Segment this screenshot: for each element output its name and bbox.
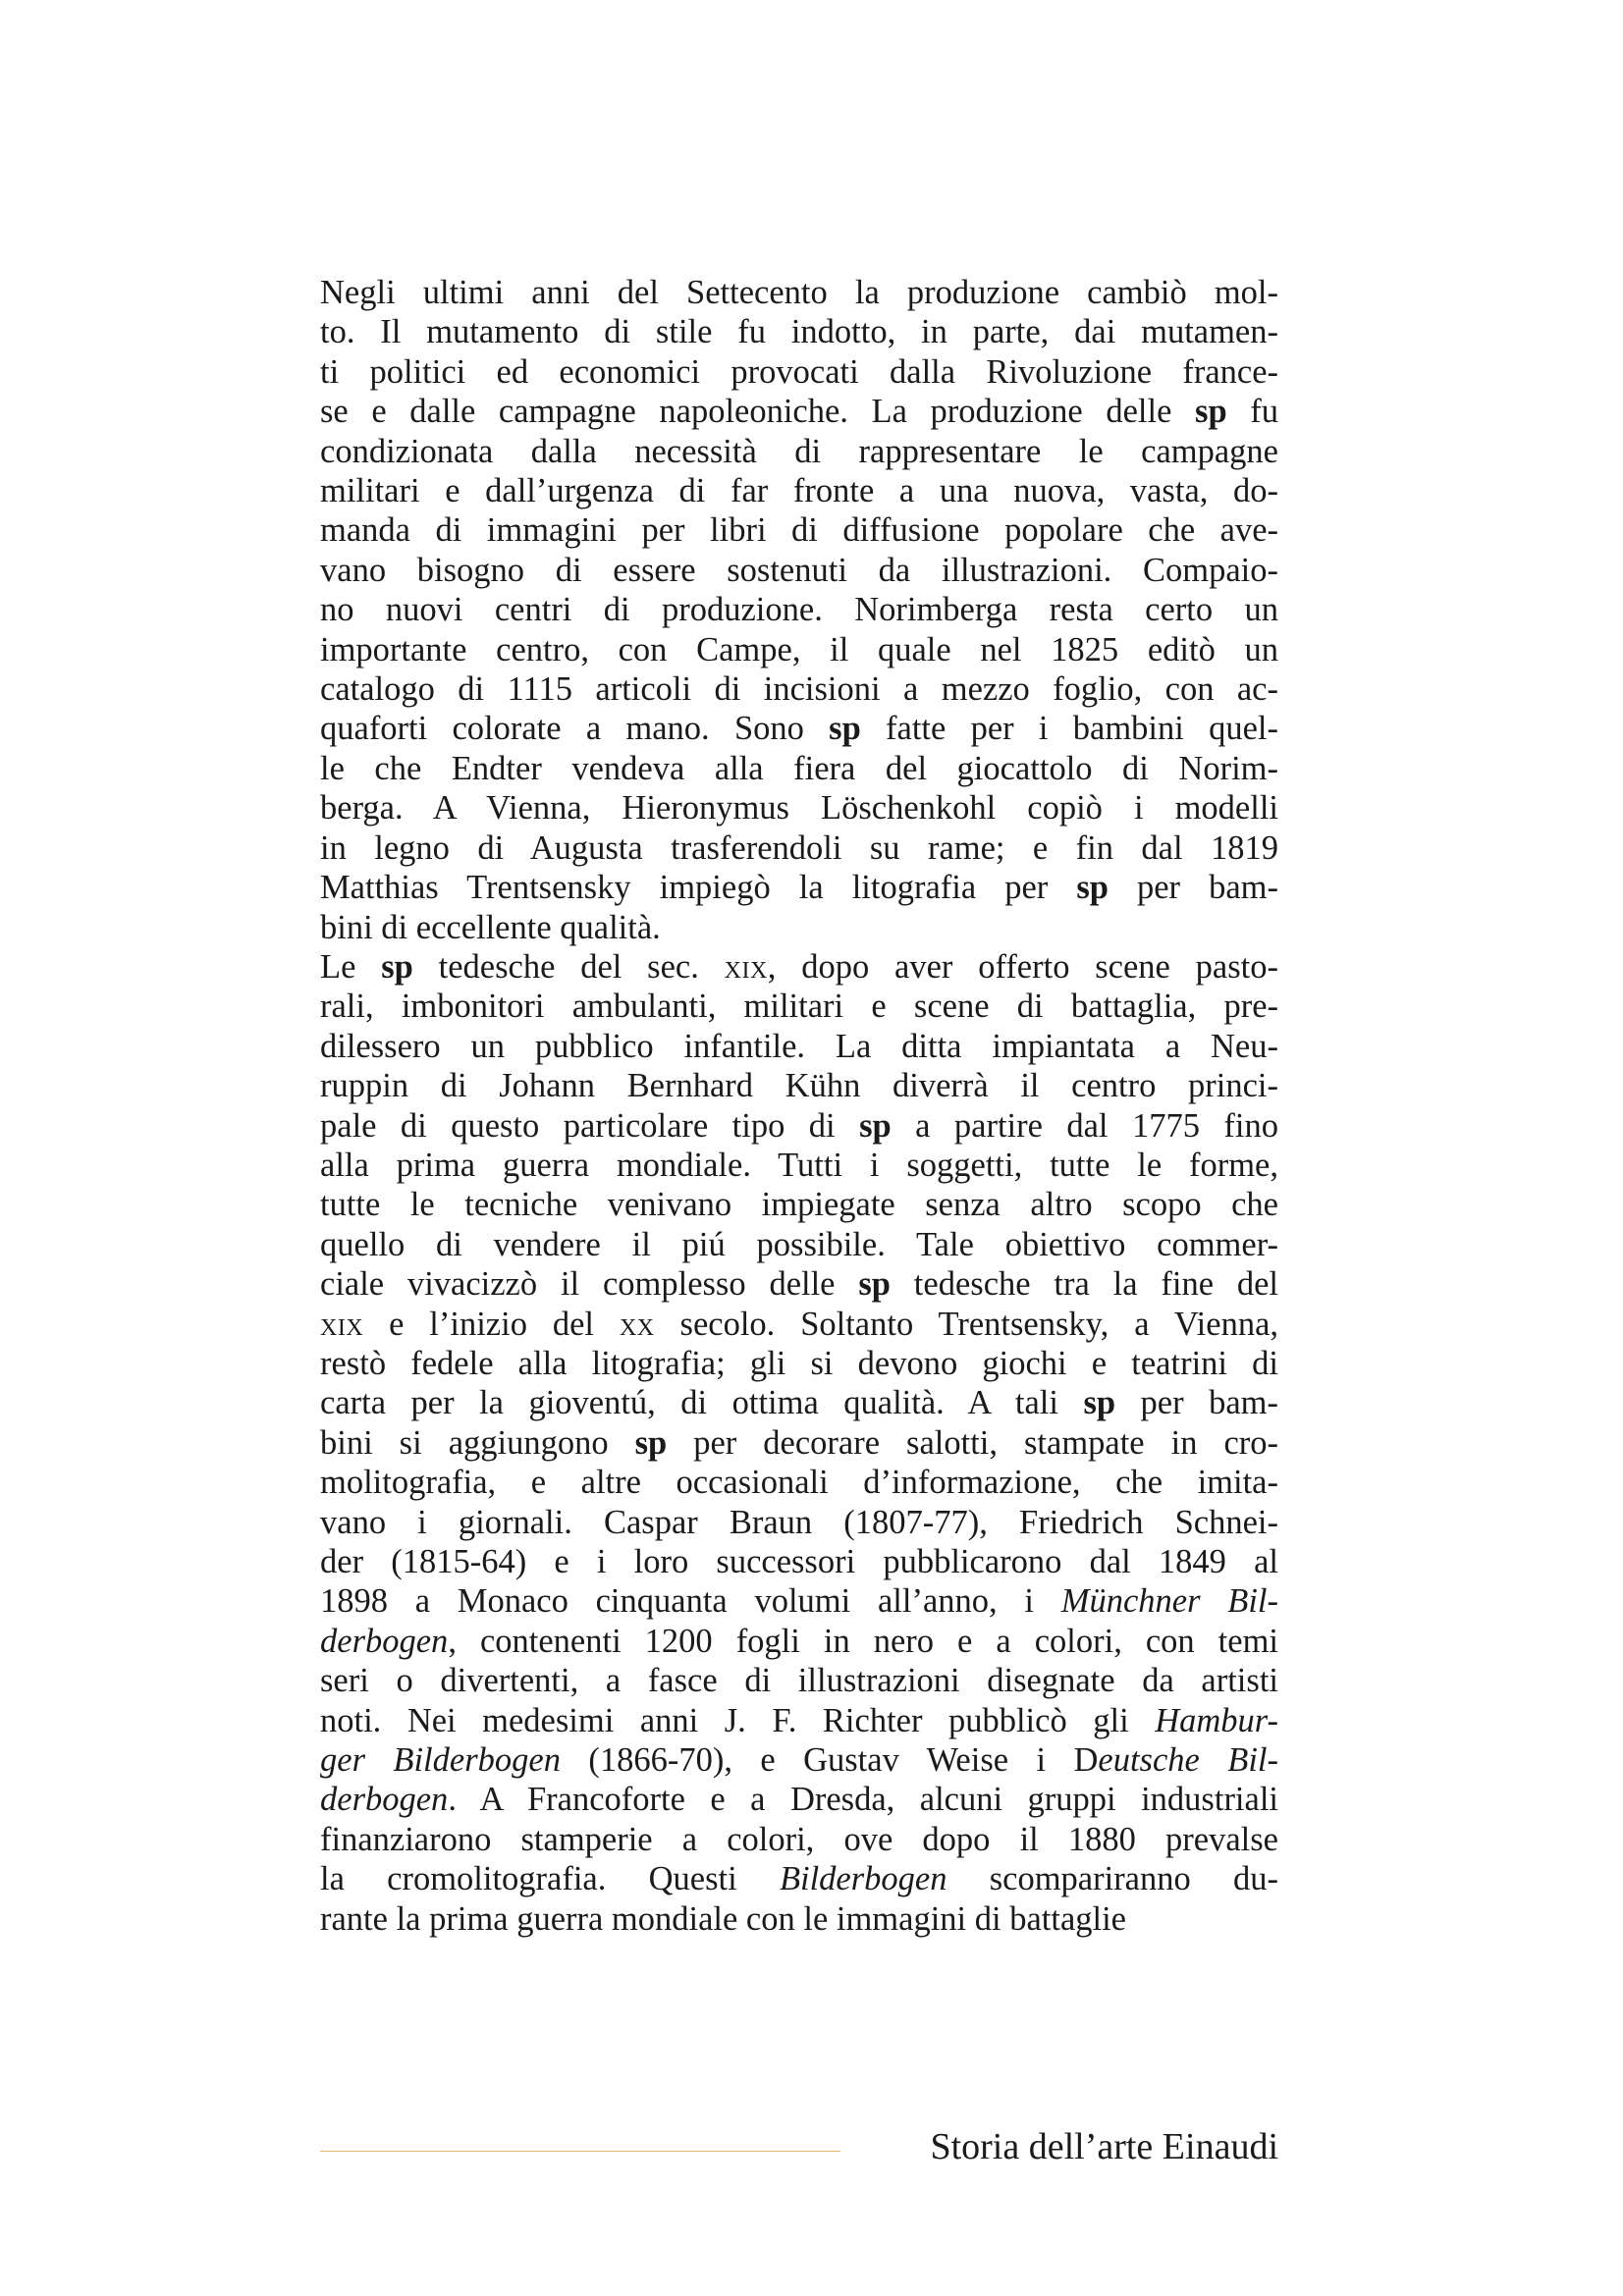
text-line: seri o divertenti, a fasce di illustrazioni disegnate da artisti xyxy=(320,1662,1278,1700)
text-line: ger Bilderbogen (1866-70), e Gustav Weise i Deutsche Bil- xyxy=(320,1741,1278,1780)
italic-title: Münchner Bil- xyxy=(1060,1582,1278,1621)
text-line: quello di vendere il piú possibile. Tale obiettivo commer- xyxy=(320,1225,1278,1263)
text-line: in legno di Augusta trasferendoli su rame; e fin dal 1819 xyxy=(320,828,1278,867)
italic-title: derbogen xyxy=(320,1781,449,1819)
text-line: Negli ultimi anni del Settecento la produzione cambiò mol- xyxy=(320,274,1278,311)
italic-title: Hambur- xyxy=(1155,1701,1278,1739)
text-line: tutte le tecniche venivano impiegate senza altro scopo che xyxy=(320,1186,1278,1224)
text-line: ti politici ed economici provocati dalla Rivoluzione france- xyxy=(320,352,1278,391)
text-line: molitografia, e altre occasionali d’informazione, che imita- xyxy=(320,1464,1278,1502)
text-line: alla prima guerra mondiale. Tutti i soggetti, tutte le forme, xyxy=(320,1146,1278,1184)
footer-title: Storia dell’arte Einaudi xyxy=(930,2126,1278,2167)
text-line: rante la prima guerra mondiale con le immagini di battaglie xyxy=(320,1899,1126,1938)
sp-abbreviation: sp xyxy=(829,710,861,748)
text-line: militari e dall’urgenza di far fronte a una nuova, vasta, do- xyxy=(320,472,1278,510)
text-line: vano bisogno di essere sostenuti da illustrazioni. Compaio- xyxy=(320,551,1278,589)
sp-abbreviation: sp xyxy=(858,1265,891,1304)
text-line: la cromolitografia. Questi Bilderbogen scompariranno du- xyxy=(320,1860,1278,1898)
text-line: Le sp tedesche del sec. xix, dopo aver offerto scene pasto- xyxy=(320,947,1278,986)
sp-abbreviation: sp xyxy=(634,1423,668,1462)
text-line: 1898 a Monaco cinquanta volumi all’anno, i Münchner Bil- xyxy=(320,1582,1278,1621)
text-line: der (1815-64) e i loro successori pubblicarono dal 1849 al xyxy=(320,1543,1278,1580)
text-line: rali, imbonitori ambulanti, militari e scene di battaglia, pre- xyxy=(320,988,1278,1026)
text-line: importante centro, con Campe, il quale nel 1825 editò un xyxy=(320,630,1278,668)
text-line: se e dalle campagne napoleoniche. La produzione delle sp fu xyxy=(320,393,1278,431)
text-line: le che Endter vendeva alla fiera del giocattolo di Norim- xyxy=(320,749,1278,787)
text-line: to. Il mutamento di stile fu indotto, in parte, dai mutamen- xyxy=(320,313,1278,351)
text-line: carta per la gioventú, di ottima qualità. A tali sp per bam- xyxy=(320,1384,1278,1422)
text-line: vano i giornali. Caspar Braun (1807-77), Friedrich Schnei- xyxy=(320,1503,1278,1541)
italic-title: ger Bilderbogen xyxy=(320,1741,561,1780)
text-line: derbogen, contenenti 1200 fogli in nero e a colori, con temi xyxy=(320,1622,1278,1660)
text-line: pale di questo particolare tipo di sp a partire dal 1775 fino xyxy=(320,1106,1278,1145)
footer-rule xyxy=(320,2151,840,2152)
text-line: no nuovi centri di produzione. Norimberga resta certo un xyxy=(320,591,1278,629)
text-line: restò fedele alla litografia; gli si devono giochi e teatrini di xyxy=(320,1344,1278,1382)
text-line: condizionata dalla necessità di rappresentare le campagne xyxy=(320,432,1278,470)
roman-numeral: xix xyxy=(320,1305,364,1343)
text-line: ciale vivacizzò il complesso delle sp tedesche tra la fine del xyxy=(320,1265,1278,1304)
italic-title: eutsche Bil- xyxy=(1098,1741,1278,1780)
sp-abbreviation: sp xyxy=(1083,1384,1116,1422)
text-line: finanziarono stamperie a colori, ove dopo il 1880 prevalse xyxy=(320,1820,1278,1858)
body-text xyxy=(320,273,1278,1939)
text-line: dilessero un pubblico infantile. La ditta impiantata a Neu- xyxy=(320,1027,1278,1065)
text-line: berga. A Vienna, Hieronymus Löschenkohl copiò i modelli xyxy=(320,789,1278,828)
sp-abbreviation: sp xyxy=(859,1106,892,1145)
roman-numeral: xx xyxy=(619,1305,655,1343)
text-line: noti. Nei medesimi anni J. F. Richter pubblicò gli Hambur- xyxy=(320,1701,1278,1739)
sp-abbreviation: sp xyxy=(381,947,413,986)
roman-numeral: xix xyxy=(724,947,768,986)
text-line: catalogo di 1115 articoli di incisioni a mezzo foglio, con ac- xyxy=(320,670,1278,709)
sp-abbreviation: sp xyxy=(1195,393,1227,431)
italic-title: derbogen xyxy=(320,1622,449,1660)
text-line: manda di immagini per libri di diffusione popolare che ave- xyxy=(320,511,1278,550)
text-line: ruppin di Johann Bernhard Kühn diverrà il centro princi- xyxy=(320,1067,1278,1105)
text-line: quaforti colorate a mano. Sono sp fatte per i bambini quel- xyxy=(320,710,1278,748)
text-line: bini di eccellente qualità. xyxy=(320,908,661,946)
sp-abbreviation: sp xyxy=(1076,869,1109,907)
text-line: xix e l’inizio del xx secolo. Soltanto Trentsensky, a Vienna, xyxy=(320,1305,1279,1343)
text-line: derbogen. A Francoforte e a Dresda, alcuni gruppi industriali xyxy=(320,1781,1278,1819)
text-line: Matthias Trentsensky impiegò la litografia per sp per bam- xyxy=(320,869,1278,907)
text-line: bini si aggiungono sp per decorare salotti, stampate in cro- xyxy=(320,1423,1278,1462)
italic-title: Bilderbogen xyxy=(779,1860,947,1898)
